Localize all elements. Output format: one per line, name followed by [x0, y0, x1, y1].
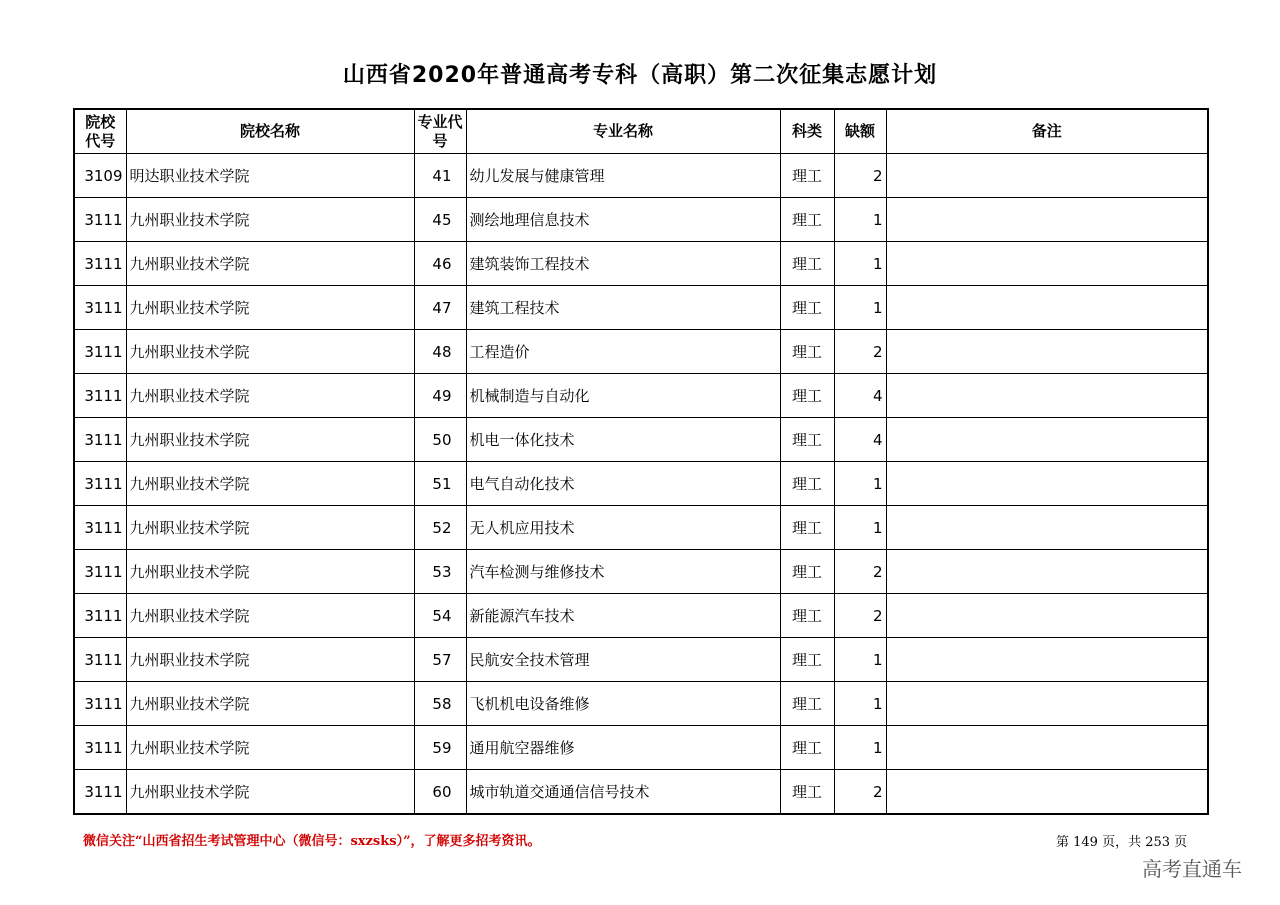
- cell-category: 理工: [780, 594, 834, 638]
- cell-major-name: 无人机应用技术: [466, 506, 780, 550]
- cell-school-code: 3111: [74, 682, 126, 726]
- cell-major-code: 50: [414, 418, 466, 462]
- cell-remark: [886, 770, 1208, 815]
- cell-category: 理工: [780, 198, 834, 242]
- cell-category: 理工: [780, 374, 834, 418]
- header-major-name: 专业名称: [466, 109, 780, 154]
- cell-major-code: 53: [414, 550, 466, 594]
- cell-major-name: 民航安全技术管理: [466, 638, 780, 682]
- cell-major-code: 45: [414, 198, 466, 242]
- cell-school-name: 九州职业技术学院: [126, 330, 414, 374]
- cell-school-code: 3111: [74, 638, 126, 682]
- cell-major-code: 52: [414, 506, 466, 550]
- cell-major-name: 幼儿发展与健康管理: [466, 154, 780, 198]
- cell-remark: [886, 242, 1208, 286]
- cell-school-code: 3111: [74, 374, 126, 418]
- table-row: [74, 198, 1208, 242]
- table-row: [74, 682, 1208, 726]
- cell-vacancy: 4: [834, 374, 886, 418]
- cell-school-code: 3111: [74, 198, 126, 242]
- page-number: 第 149 页，共 253 页: [1056, 835, 1188, 850]
- cell-school-code: 3109: [74, 154, 126, 198]
- cell-major-code: 60: [414, 770, 466, 815]
- cell-major-code: 57: [414, 638, 466, 682]
- cell-school-name: 九州职业技术学院: [126, 682, 414, 726]
- cell-major-name: 飞机机电设备维修: [466, 682, 780, 726]
- cell-major-code: 46: [414, 242, 466, 286]
- header-school-code: 院校代号: [74, 109, 126, 154]
- cell-school-code: 3111: [74, 462, 126, 506]
- cell-school-code: 3111: [74, 550, 126, 594]
- cell-school-code: 3111: [74, 418, 126, 462]
- cell-vacancy: 4: [834, 418, 886, 462]
- table-row: [74, 726, 1208, 770]
- cell-vacancy: 1: [834, 638, 886, 682]
- cell-school-name: 明达职业技术学院: [126, 154, 414, 198]
- cell-remark: [886, 638, 1208, 682]
- cell-major-code: 48: [414, 330, 466, 374]
- table-row: [74, 638, 1208, 682]
- cell-remark: [886, 154, 1208, 198]
- cell-school-code: 3111: [74, 770, 126, 815]
- cell-remark: [886, 418, 1208, 462]
- cell-school-name: 九州职业技术学院: [126, 418, 414, 462]
- cell-major-code: 47: [414, 286, 466, 330]
- cell-major-name: 建筑工程技术: [466, 286, 780, 330]
- table-row: [74, 286, 1208, 330]
- cell-remark: [886, 286, 1208, 330]
- cell-major-name: 新能源汽车技术: [466, 594, 780, 638]
- cell-vacancy: 1: [834, 198, 886, 242]
- cell-school-code: 3111: [74, 594, 126, 638]
- table-row: [74, 154, 1208, 198]
- cell-school-name: 九州职业技术学院: [126, 462, 414, 506]
- cell-major-name: 测绘地理信息技术: [466, 198, 780, 242]
- cell-vacancy: 1: [834, 462, 886, 506]
- cell-major-code: 41: [414, 154, 466, 198]
- cell-remark: [886, 550, 1208, 594]
- plan-table: [73, 108, 1209, 815]
- cell-remark: [886, 726, 1208, 770]
- cell-category: 理工: [780, 506, 834, 550]
- cell-category: 理工: [780, 242, 834, 286]
- header-vacancy: 缺额: [834, 109, 886, 154]
- cell-remark: [886, 506, 1208, 550]
- cell-vacancy: 1: [834, 506, 886, 550]
- table-row: [74, 506, 1208, 550]
- cell-school-name: 九州职业技术学院: [126, 550, 414, 594]
- cell-major-name: 汽车检测与维修技术: [466, 550, 780, 594]
- cell-vacancy: 1: [834, 682, 886, 726]
- header-remark: 备注: [886, 109, 1208, 154]
- cell-vacancy: 1: [834, 242, 886, 286]
- header-category: 科类: [780, 109, 834, 154]
- cell-remark: [886, 374, 1208, 418]
- cell-vacancy: 2: [834, 550, 886, 594]
- cell-school-code: 3111: [74, 242, 126, 286]
- cell-major-code: 51: [414, 462, 466, 506]
- cell-school-name: 九州职业技术学院: [126, 506, 414, 550]
- cell-school-name: 九州职业技术学院: [126, 726, 414, 770]
- table-row: [74, 242, 1208, 286]
- cell-vacancy: 1: [834, 726, 886, 770]
- cell-remark: [886, 594, 1208, 638]
- cell-school-name: 九州职业技术学院: [126, 638, 414, 682]
- cell-vacancy: 2: [834, 770, 886, 815]
- table-row: [74, 374, 1208, 418]
- table-row: [74, 418, 1208, 462]
- cell-major-code: 58: [414, 682, 466, 726]
- cell-school-name: 九州职业技术学院: [126, 770, 414, 815]
- cell-category: 理工: [780, 770, 834, 815]
- header-major-code: 专业代号: [414, 109, 466, 154]
- cell-category: 理工: [780, 154, 834, 198]
- cell-category: 理工: [780, 286, 834, 330]
- cell-vacancy: 2: [834, 594, 886, 638]
- cell-school-name: 九州职业技术学院: [126, 374, 414, 418]
- table-row: [74, 594, 1208, 638]
- cell-school-name: 九州职业技术学院: [126, 594, 414, 638]
- watermark: 高考直通车: [1142, 857, 1242, 881]
- cell-category: 理工: [780, 726, 834, 770]
- table-row: [74, 462, 1208, 506]
- cell-major-name: 机械制造与自动化: [466, 374, 780, 418]
- cell-school-code: 3111: [74, 726, 126, 770]
- page-title: 山西省2020年普通高考专科（高职）第二次征集志愿计划: [342, 63, 938, 88]
- header-school-name: 院校名称: [126, 109, 414, 154]
- cell-major-code: 59: [414, 726, 466, 770]
- cell-school-code: 3111: [74, 330, 126, 374]
- cell-remark: [886, 462, 1208, 506]
- cell-category: 理工: [780, 638, 834, 682]
- cell-vacancy: 2: [834, 330, 886, 374]
- cell-school-code: 3111: [74, 506, 126, 550]
- table-row: [74, 770, 1208, 815]
- cell-major-code: 49: [414, 374, 466, 418]
- cell-category: 理工: [780, 418, 834, 462]
- cell-remark: [886, 682, 1208, 726]
- cell-major-name: 城市轨道交通通信信号技术: [466, 770, 780, 815]
- cell-major-name: 电气自动化技术: [466, 462, 780, 506]
- cell-major-name: 建筑装饰工程技术: [466, 242, 780, 286]
- cell-category: 理工: [780, 682, 834, 726]
- table-row: [74, 330, 1208, 374]
- cell-remark: [886, 198, 1208, 242]
- cell-vacancy: 2: [834, 154, 886, 198]
- cell-major-code: 54: [414, 594, 466, 638]
- cell-school-name: 九州职业技术学院: [126, 198, 414, 242]
- cell-remark: [886, 330, 1208, 374]
- cell-major-name: 通用航空器维修: [466, 726, 780, 770]
- cell-category: 理工: [780, 550, 834, 594]
- table-header-row: [74, 109, 1208, 154]
- footer-wechat-note: 微信关注“山西省招生考试管理中心（微信号：sxzsks）”，了解更多招考资讯。: [83, 834, 541, 849]
- cell-vacancy: 1: [834, 286, 886, 330]
- cell-school-code: 3111: [74, 286, 126, 330]
- cell-school-name: 九州职业技术学院: [126, 286, 414, 330]
- cell-school-name: 九州职业技术学院: [126, 242, 414, 286]
- cell-category: 理工: [780, 462, 834, 506]
- cell-category: 理工: [780, 330, 834, 374]
- table-row: [74, 550, 1208, 594]
- cell-major-name: 机电一体化技术: [466, 418, 780, 462]
- cell-major-name: 工程造价: [466, 330, 780, 374]
